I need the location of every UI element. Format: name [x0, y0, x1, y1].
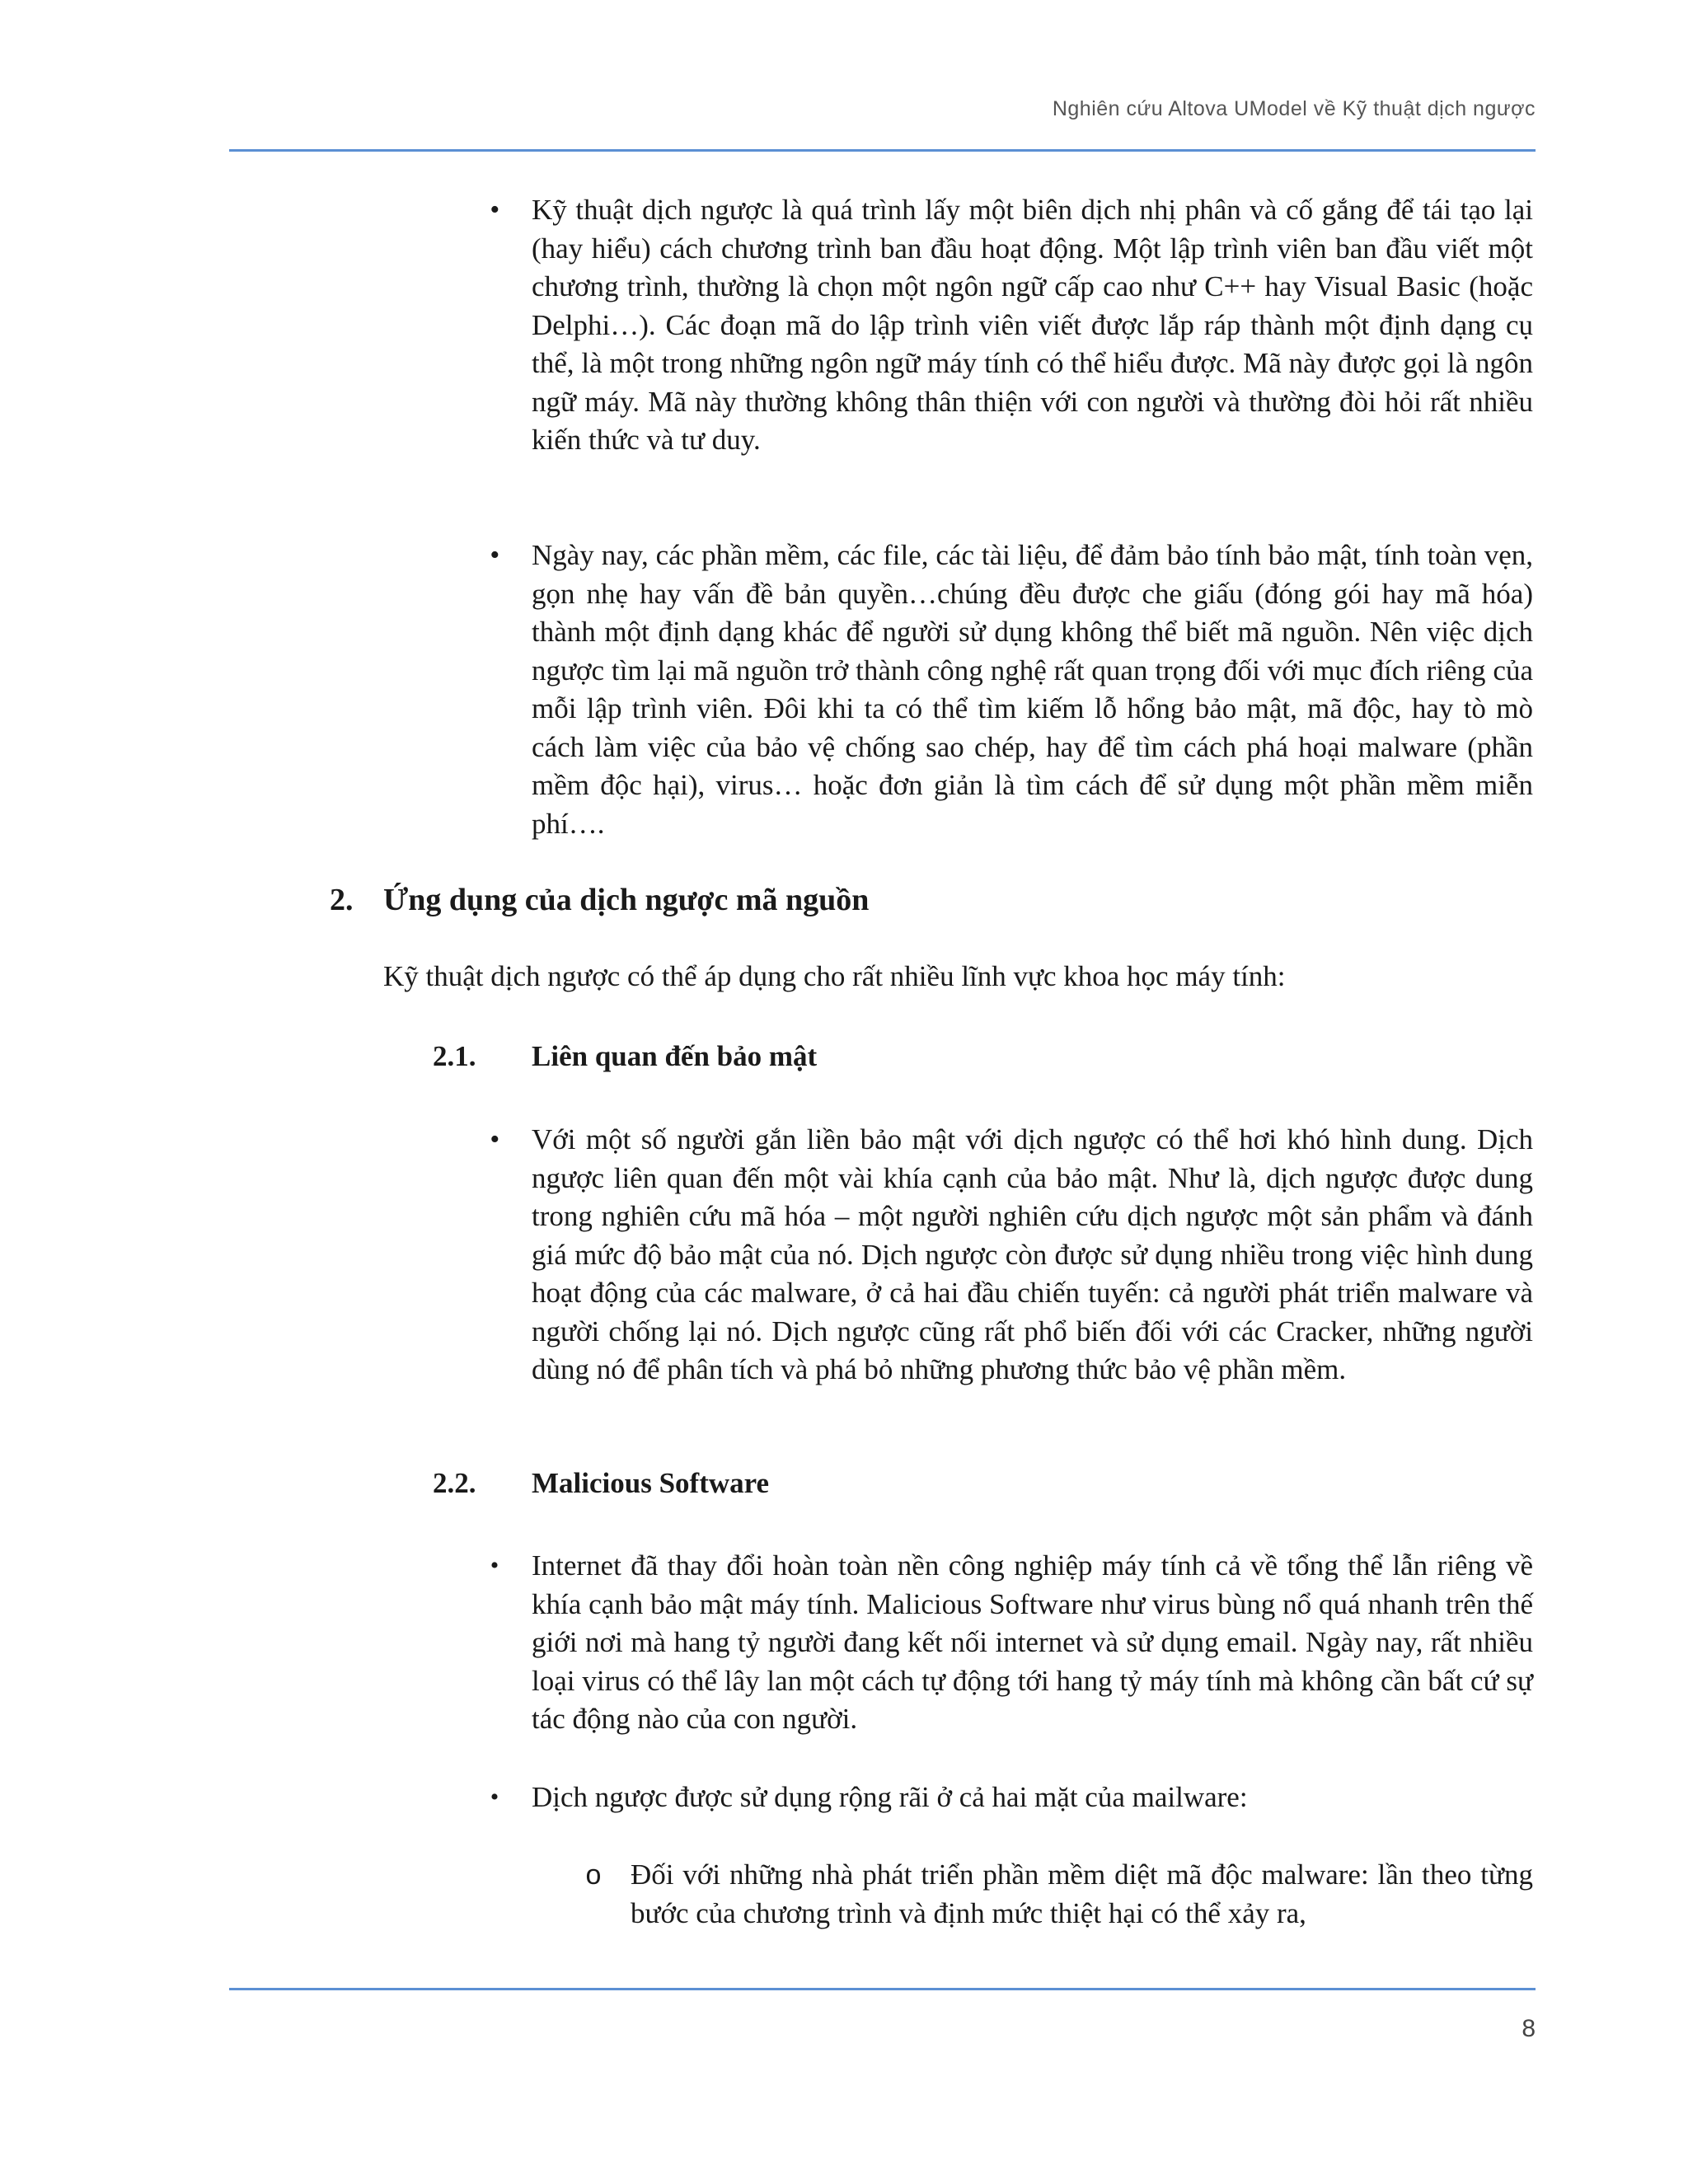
section-2-heading	[330, 882, 869, 918]
section-2-1-title: Liên quan đến bảo mật	[532, 1040, 818, 1072]
section-2-2-bullet-1: Internet đã thay đổi hoàn toàn nền công nghiệp máy tính cả về tổng thể lẫn riêng về khía cạnh bảo mật máy tính. Malicious Software như virus bùng nổ quá nhanh trên thế giới nơi mà hang tỷ người đang kết nối internet và sử dụng email. Ngày nay, rất nhiều loại virus có thể lây lan một cách tự động tới hang tỷ máy tính mà không cần bất cứ sự tác động nào của con người.	[532, 1549, 1533, 1735]
bullet-icon: •	[490, 194, 499, 225]
section-2-2-bullet-2: Dịch ngược được sử dụng rộng rãi ở cả hai mặt của mailware:	[532, 1781, 1248, 1813]
section-2-number: 2.	[330, 883, 354, 917]
bullet-icon: •	[490, 1783, 499, 1811]
header-title: Nghiên cứu Altova UModel về Kỹ thuật dịch ngược	[1052, 97, 1536, 120]
page-number: 8	[1522, 2015, 1536, 2042]
bullet-icon: •	[490, 1552, 499, 1579]
section-2-1-number: 2.1.	[433, 1040, 476, 1072]
intro-bullet-2: Ngày nay, các phần mềm, các file, các tài liệu, để đảm bảo tính bảo mật, tính toàn vẹn, gọn nhẹ hay vấn đề bản quyền…chúng đều được che giấu (đóng gói hay mã hóa) thành một định dạng khác để người sử dụng không thể biết mã nguồn. Nên việc dịch ngược tìm lại mã nguồn trở thành công nghệ rất quan trọng đối với mục đích riêng của mỗi lập trình viên. Đôi khi ta có thể tìm kiếm lỗ hổng bảo mật, mã độc, hay tò mò cách làm việc của bảo vệ chống sao chép, hay để tìm cách phá hoại malware (phần mềm độc hại), virus… hoặc đơn giản là tìm cách để sử dụng một phần mềm miễn phí….	[532, 539, 1533, 840]
section-2-2-sub-bullet: Đối với những nhà phát triển phần mềm diệt mã độc malware: lần theo từng bước của chương trình và định mức thiệt hại có thể xảy ra,	[631, 1858, 1533, 1929]
footer-rule	[229, 1988, 1536, 1990]
bullet-icon: •	[490, 1124, 499, 1155]
section-2-title: Ứng dụng của dịch ngược mã nguồn	[383, 883, 870, 917]
intro-bullet-1: Kỹ thuật dịch ngược là quá trình lấy một biên dịch nhị phân và cố gắng để tái tạo lại (hay hiểu) cách chương trình ban đầu hoạt động. Một lập trình viên ban đầu viết một chương trình, thường là chọn một ngôn ngữ cấp cao như C++ hay Visual Basic (hoặc Delphi…). Các đoạn mã do lập trình viên viết được lắp ráp thành một định dạng cụ thể, là một trong những ngôn ngữ máy tính có thể hiểu được. Mã này được gọi là ngôn ngữ máy. Mã này thường không thân thiện với con người và thường đòi hỏi rất nhiều kiến thức và tư duy.	[532, 194, 1533, 456]
sub-bullet-icon: o	[585, 1859, 602, 1891]
section-2-2-title: Malicious Software	[532, 1467, 770, 1499]
section-2-intro: Kỹ thuật dịch ngược có thể áp dụng cho rất nhiều lĩnh vực khoa học máy tính:	[383, 960, 1286, 992]
section-2-2-number: 2.2.	[433, 1467, 476, 1499]
header-rule	[229, 149, 1536, 152]
bullet-icon: •	[490, 540, 499, 570]
section-2-1-bullet: Với một số người gắn liền bảo mật với dịch ngược có thể hơi khó hình dung. Dịch ngược liên quan đến một vài khía cạnh của bảo mật. Như là, dịch ngược được dung trong nghiên cứu mã hóa – một người nghiên cứu dịch ngược một sản phẩm và đánh giá mức độ bảo mật của nó. Dịch ngược còn được sử dụng nhiều trong việc hình dung hoạt động của các malware, ở cả hai đầu chiến tuyến: cả người phát triển malware và người chống lại nó. Dịch ngược cũng rất phổ biến đối với các Cracker, những người dùng nó để phân tích và phá bỏ những phương thức bảo vệ phần mềm.	[532, 1123, 1533, 1385]
